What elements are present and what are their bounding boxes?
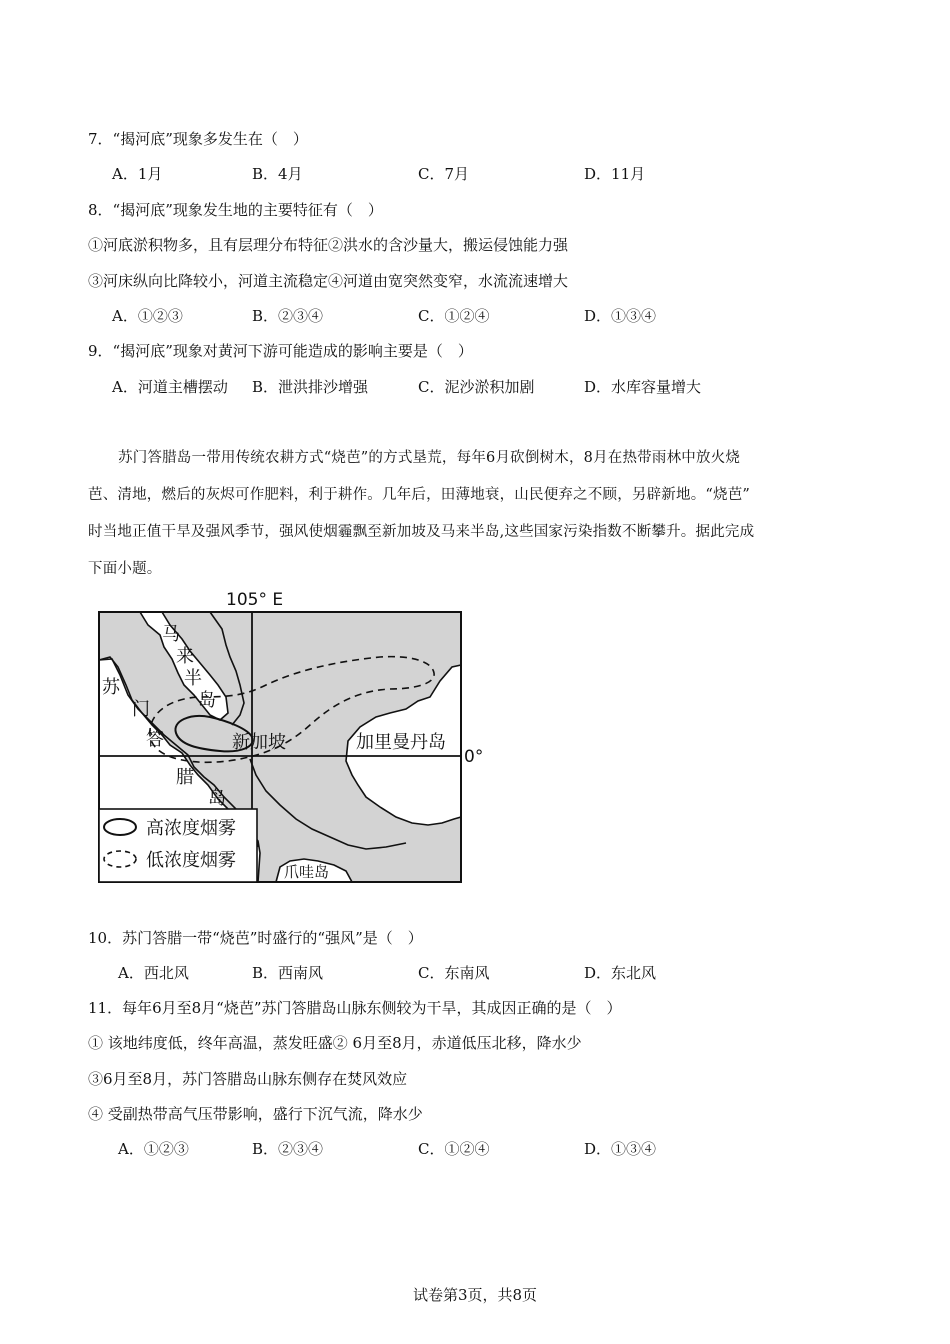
malay-label-3: 半: [184, 668, 202, 689]
q8-statement-2: ③河床纵向比降较小，河道主流稳定④河道由宽突然变窄，水流流速增大: [88, 272, 569, 290]
q10-option-c[interactable]: C．东南风: [418, 964, 490, 982]
equator-label: 0°: [464, 747, 484, 767]
sumatra-label-5: 岛: [208, 788, 226, 809]
passage-line-2: 芭、清地，燃后的灰烬可作肥料，利于耕作。几年后，田薄地衰，山民便弃之不顾，另辟新地。“烧芭”: [88, 487, 751, 503]
question-11-stem: 11．每年6月至8月“烧芭”苏门答腊岛山脉东侧较为干旱，其成因正确的是（ ）: [88, 999, 622, 1017]
q8-option-a[interactable]: A．①②③: [112, 307, 183, 325]
passage-line-3: 时当地正值干旱及强风季节，强风使烟霾飘至新加坡及马来半岛,这些国家污染指数不断攀升。据此完成: [88, 524, 755, 540]
sumatra-label-1: 苏: [102, 677, 120, 698]
q7-option-c[interactable]: C．7月: [418, 165, 470, 183]
longitude-label: 105° E: [226, 590, 284, 610]
q9-option-a[interactable]: A．河道主槽摆动: [112, 378, 228, 396]
q8-statement-1: ①河底淤积物多，且有层理分布特征②洪水的含沙量大，搬运侵蚀能力强: [88, 236, 569, 254]
question-10-stem: 10．苏门答腊一带“烧芭”时盛行的“强风”是（ ）: [88, 929, 423, 947]
legend-low-label: 低浓度烟雾: [146, 850, 236, 871]
passage-line-1: 苏门答腊岛一带用传统农耕方式“烧芭”的方式垦荒，每年6月砍倒树木，8月在热带雨林中放火烧: [118, 450, 741, 466]
q11-option-d[interactable]: D．①③④: [584, 1140, 657, 1158]
q10-option-a[interactable]: A．西北风: [118, 964, 189, 982]
page-footer: 试卷第3页，共8页: [412, 1286, 538, 1304]
question-7-stem: 7．“揭河底”现象多发生在（ ）: [88, 130, 308, 148]
question-9-stem: 9．“揭河底”现象对黄河下游可能造成的影响主要是（ ）: [88, 342, 473, 360]
sumatra-label-2: 门: [132, 699, 150, 720]
sumatra-label-3: 答: [146, 729, 164, 750]
q11-option-a[interactable]: A．①②③: [118, 1140, 189, 1158]
q11-option-c[interactable]: C．①②④: [418, 1140, 490, 1158]
q11-option-b[interactable]: B．②③④: [252, 1140, 324, 1158]
java-label: 爪哇岛: [284, 863, 330, 881]
q7-option-a[interactable]: A．1月: [112, 165, 163, 183]
q11-statement-1: ① 该地纬度低，终年高温，蒸发旺盛② 6月至8月，赤道低压北移，降水少: [88, 1034, 582, 1052]
malay-label-4: 岛: [198, 690, 216, 711]
question-8-stem: 8．“揭河底”现象发生地的主要特征有（ ）: [88, 201, 383, 219]
q10-option-b[interactable]: B．西南风: [252, 964, 324, 982]
q9-option-d[interactable]: D．水库容量增大: [584, 378, 702, 396]
q8-option-c[interactable]: C．①②④: [418, 307, 490, 325]
passage-line-4: 下面小题。: [88, 561, 162, 577]
q7-option-d[interactable]: D．11月: [584, 165, 646, 183]
smoke-haze-map: [90, 585, 490, 890]
q9-option-b[interactable]: B．泄洪排沙增强: [252, 378, 369, 396]
malay-label-2: 来: [176, 646, 194, 667]
q8-option-b[interactable]: B．②③④: [252, 307, 324, 325]
q7-option-b[interactable]: B．4月: [252, 165, 303, 183]
q10-option-d[interactable]: D．东北风: [584, 964, 657, 982]
kalimantan-label: 加里曼丹岛: [356, 732, 446, 753]
q11-statement-3: ④ 受副热带高气压带影响，盛行下沉气流，降水少: [88, 1105, 423, 1123]
q9-option-c[interactable]: C．泥沙淤积加剧: [418, 378, 535, 396]
q11-statement-2: ③6月至8月，苏门答腊岛山脉东侧存在焚风效应: [88, 1070, 408, 1088]
legend-high-label: 高浓度烟雾: [146, 818, 236, 839]
malay-label-1: 马: [162, 624, 180, 645]
singapore-label: 新加坡: [232, 732, 286, 753]
q8-option-d[interactable]: D．①③④: [584, 307, 657, 325]
sumatra-label-4: 腊: [176, 767, 194, 788]
